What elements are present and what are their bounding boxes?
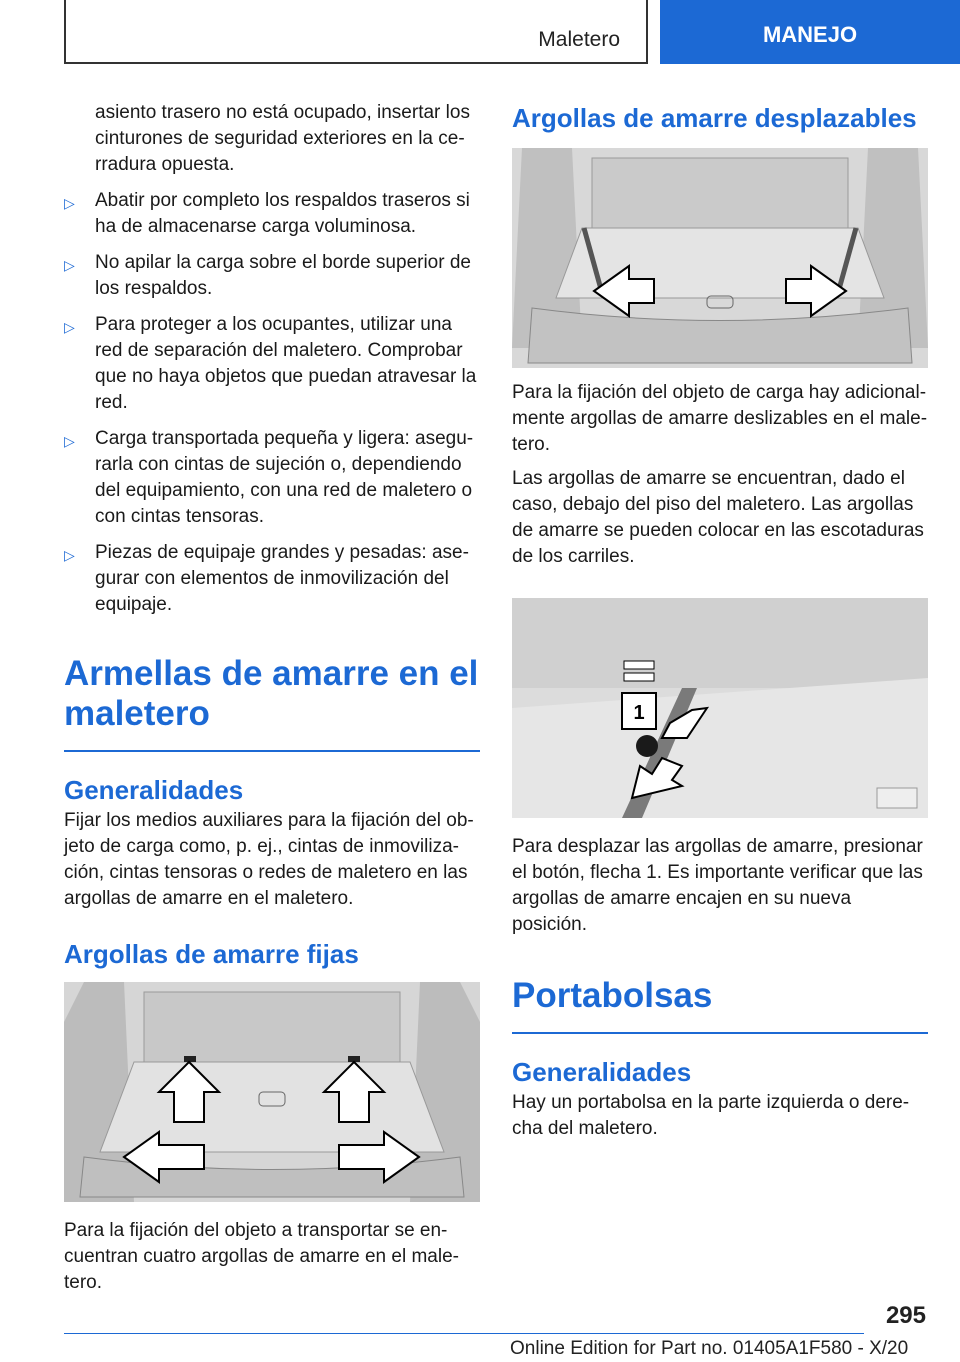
movable-text-1: Para la fijación del objeto de carga hay adicional‐mente argollas de amarre deslizables en el male‐tero. xyxy=(512,382,928,455)
arrow-label: 1 xyxy=(633,702,645,724)
bag-hooks-text: Hay un portabolsa en la parte izquierda o dere‐cha del maletero. xyxy=(512,1092,910,1139)
fixed-rings-figure xyxy=(64,982,480,1202)
right-column xyxy=(512,102,928,1142)
subheading-general: Generalidades xyxy=(64,775,244,805)
fixed-rings-caption: Para la fijación del objeto a transportar se en‐cuentran cuatro argollas de amarre en el male‐tero. xyxy=(64,1220,459,1293)
page-number: 295 xyxy=(885,1302,926,1329)
list-item: ▷ Para proteger a los ocupantes, utilizar una red de separación del maletero. Comprobar que no haya objetos que puedan atravesar la red. xyxy=(64,314,477,413)
list-item: ▷ Abatir por completo los respaldos traseros si ha de almacenarse carga voluminosa. xyxy=(64,190,470,237)
movable-text-2: Las argollas de amarre se encuentran, dado el caso, debajo del piso del maletero. Las argollas de amarre se pueden colocar en las escotaduras de los carriles. xyxy=(512,468,924,567)
triangle-right-icon: ▷ xyxy=(64,195,75,211)
list-item: ▷ Piezas de equipaje grandes y pesadas: ase‐gurar con elementos de inmovilización del equipaje. xyxy=(64,542,469,615)
left-column xyxy=(64,100,480,1296)
general-text: Fijar los medios auxiliares para la fijación del ob‐jeto de carga como, p. ej., cintas de inmoviliza‐ción, cintas tensoras o redes de maletero en las argollas de amarre en el maletero. xyxy=(64,810,474,909)
slide-ring-figure xyxy=(512,598,928,818)
subheading-general-bags: Generalidades xyxy=(512,1057,692,1087)
subheading-movable-rings: Argollas de amarre desplazables xyxy=(512,103,917,133)
list-item: ▷ Carga transportada pequeña y ligera: asegu‐rarla con cintas de sujeción o, dependiendo del equipamiento, con una red de maletero o con cintas tensoras. xyxy=(64,428,474,527)
section-heading-bag-hooks: Portabolsas xyxy=(512,976,928,1034)
triangle-right-icon: ▷ xyxy=(64,319,75,335)
intro-continuation: asiento trasero no está ocupado, insertar los cinturones de seguridad exteriores en la ce‐rradura opuesta. xyxy=(95,102,470,175)
edition-footer: Online Edition for Part no. 01405A1F580 - X/20 xyxy=(510,1338,909,1359)
safety-list xyxy=(64,188,480,618)
triangle-right-icon: ▷ xyxy=(64,257,75,273)
section-heading-tie-downs: Armellas de amarre en el maletero xyxy=(64,654,480,752)
list-item: ▷ No apilar la carga sobre el borde superior de los respaldos. xyxy=(64,252,471,299)
triangle-right-icon: ▷ xyxy=(64,547,75,563)
slide-caption: Para desplazar las argollas de amarre, presionar el botón, flecha 1. Es importante verificar que las argollas de amarre encajen en su nueva posición. xyxy=(512,836,923,935)
subheading-fixed-rings: Argollas de amarre fijas xyxy=(64,939,359,969)
section-title: Maletero xyxy=(538,28,620,51)
triangle-right-icon: ▷ xyxy=(64,433,75,449)
footer-divider xyxy=(64,1333,864,1334)
chapter-tab[interactable]: MANEJO xyxy=(660,0,960,64)
movable-rings-figure xyxy=(512,148,928,368)
